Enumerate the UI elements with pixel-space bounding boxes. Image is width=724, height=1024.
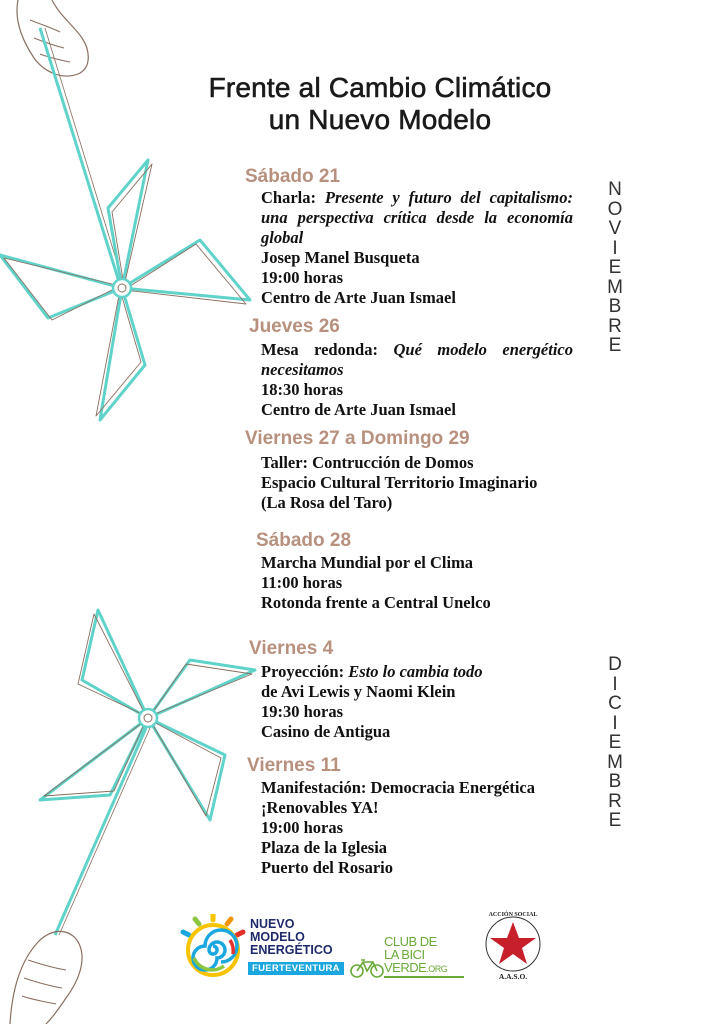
logo-nme-line-3: ENERGÉTICO bbox=[250, 943, 333, 957]
logo-nuevo-modelo-energetico bbox=[180, 912, 340, 982]
logo-aaso-bottom-text: A.A.S.O. bbox=[498, 972, 528, 981]
month-label-noviembre bbox=[604, 180, 626, 356]
event-slogan: ¡Renovables YA! bbox=[261, 798, 379, 817]
event-venue: Centro de Arte Juan Ismael bbox=[261, 288, 456, 307]
month-letter: M bbox=[607, 751, 623, 773]
event-type-label: Proyección: bbox=[261, 662, 349, 681]
event-venue: Centro de Arte Juan Ismael bbox=[261, 400, 456, 419]
event-title: Qué modelo energético necesitamos bbox=[261, 340, 573, 379]
event-title: Esto lo cambia todo bbox=[348, 662, 483, 681]
logo-bici-line-2: LA BICI bbox=[384, 947, 425, 962]
month-letter: E bbox=[608, 732, 622, 753]
logo-aaso-top-text: ACCIÓN SOCIAL bbox=[488, 912, 538, 918]
event-details bbox=[261, 188, 573, 308]
month-letter: E bbox=[608, 335, 622, 356]
event-description bbox=[261, 188, 573, 248]
sun-spiral-icon bbox=[180, 914, 246, 980]
logo-nme-line-1: NUEVO bbox=[250, 917, 295, 931]
month-letter: I bbox=[612, 712, 618, 734]
event-venue: Espacio Cultural Territorio Imaginario bbox=[261, 473, 538, 492]
event-venue-detail: Puerto del Rosario bbox=[261, 858, 393, 877]
event-type-label: Mesa redonda: bbox=[261, 340, 394, 359]
title-line-2: un Nuevo Modelo bbox=[268, 104, 492, 135]
month-label-diciembre bbox=[604, 655, 626, 831]
month-letter: C bbox=[608, 693, 622, 714]
title-line-1: Frente al Cambio Climático bbox=[208, 72, 552, 103]
event-date: Sábado 28 bbox=[256, 530, 352, 551]
event-details bbox=[261, 662, 573, 742]
bicycle-icon bbox=[350, 958, 384, 978]
month-letter: B bbox=[608, 296, 622, 317]
logo-bici-line-1: CLUB DE bbox=[384, 934, 437, 949]
event-details bbox=[261, 340, 573, 420]
event-speaker: Josep Manel Busqueta bbox=[261, 248, 420, 267]
event-title: Manifestación: Democracia Energética bbox=[261, 778, 535, 797]
month-letter: I bbox=[612, 237, 618, 259]
event-date: Jueves 26 bbox=[249, 316, 340, 337]
month-letter: V bbox=[608, 218, 622, 239]
logo-nme-line-4: FUERTEVENTURA bbox=[248, 962, 344, 975]
event-time: 11:00 horas bbox=[261, 573, 343, 592]
event-time: 19:00 horas bbox=[261, 268, 344, 287]
event-date: Viernes 11 bbox=[247, 755, 341, 776]
event-venue: Rotonda frente a Central Unelco bbox=[261, 593, 491, 612]
event-title: Taller: Contrucción de Domos bbox=[261, 453, 474, 472]
month-letter: O bbox=[607, 198, 623, 220]
month-letter: I bbox=[612, 673, 618, 695]
event-date: Viernes 4 bbox=[249, 638, 334, 659]
event-date: Viernes 27 a Domingo 29 bbox=[245, 428, 470, 449]
event-type-label: Charla: bbox=[261, 188, 325, 207]
month-letter: N bbox=[608, 179, 622, 200]
logo-aaso bbox=[476, 912, 550, 982]
event-details bbox=[261, 553, 573, 613]
event-time: 19:30 horas bbox=[261, 702, 344, 721]
logo-bici-suffix: .ORG bbox=[426, 964, 448, 974]
event-description bbox=[261, 340, 573, 380]
month-letter: D bbox=[608, 654, 622, 675]
logo-bici-line-3: VERDE bbox=[384, 960, 427, 975]
pinwheel-top-illustration bbox=[0, 0, 300, 440]
month-letter: B bbox=[608, 771, 622, 792]
month-letter: M bbox=[607, 276, 623, 298]
event-date: Sábado 21 bbox=[245, 166, 341, 187]
event-credits: de Avi Lewis y Naomi Klein bbox=[261, 682, 456, 701]
month-letter: R bbox=[608, 315, 622, 337]
event-details bbox=[261, 453, 573, 513]
event-time: 18:30 horas bbox=[261, 380, 344, 399]
event-venue-detail: (La Rosa del Taro) bbox=[261, 493, 393, 512]
month-letter: E bbox=[608, 810, 622, 831]
event-venue: Plaza de la Iglesia bbox=[261, 838, 388, 857]
logo-club-bici-verde bbox=[350, 935, 470, 983]
month-letter: R bbox=[608, 790, 622, 812]
event-time: 19:00 horas bbox=[261, 818, 344, 837]
month-letter: E bbox=[608, 257, 622, 278]
event-title: Marcha Mundial por el Clima bbox=[261, 553, 474, 572]
event-description bbox=[261, 662, 573, 682]
event-details bbox=[261, 778, 573, 878]
event-title: Presente y futuro del capitalismo: una perspectiva crítica desde la economía global bbox=[261, 188, 573, 247]
page-title bbox=[150, 72, 610, 136]
event-venue: Casino de Antigua bbox=[261, 722, 391, 741]
logo-nme-line-2: MODELO bbox=[250, 930, 305, 944]
